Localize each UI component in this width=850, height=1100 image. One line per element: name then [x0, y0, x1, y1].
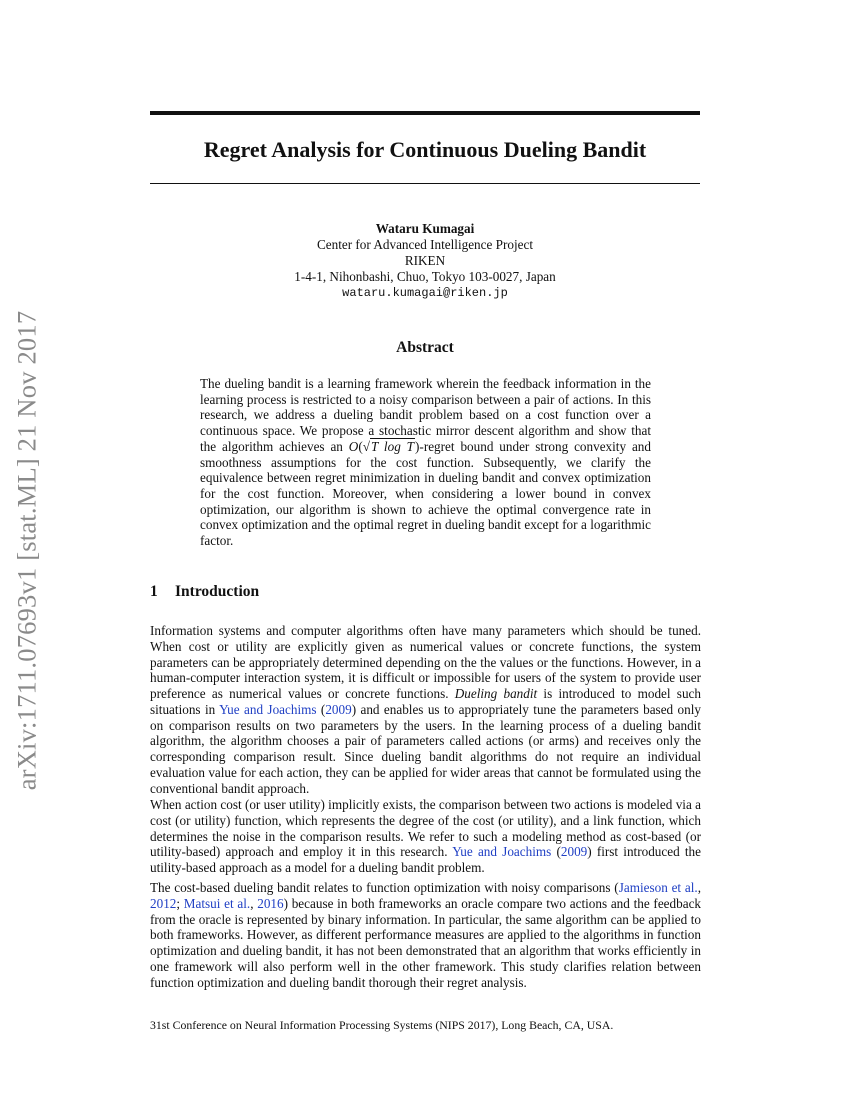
author-name: Wataru Kumagai — [375, 221, 475, 236]
paragraph-text: When action cost (or user utility) implicitly exists, the comparison between two actions is modeled via a cost (or utility) function, which represents the degree of the cost (or utility), and a link function, which determines the noise in the comparison results. We refer to such a modeling method as cost-based (or utility-based) approach and employ it in this research. — [150, 797, 701, 860]
abstract-text — [200, 376, 651, 549]
intro-paragraph-1 — [150, 623, 701, 796]
abstract-math-open: (√ — [358, 438, 370, 454]
citation-separator: ; — [176, 895, 184, 911]
title-top-rule — [150, 111, 700, 115]
arxiv-identifier-text: arXiv:1711.07693v1 [stat.ML] 21 Nov 2017 — [11, 310, 42, 790]
abstract-heading: Abstract — [396, 339, 454, 356]
paper-title: Regret Analysis for Continuous Dueling Bandit — [203, 137, 647, 162]
paragraph-text: The cost-based dueling bandit relates to function optimization with noisy comparisons ( — [150, 880, 619, 895]
citation-paren: ( — [316, 701, 326, 717]
citation-year-link[interactable]: 2016 — [257, 895, 284, 911]
citation-link[interactable]: Yue and Joachims — [219, 701, 317, 717]
author-affiliation: Center for Advanced Intelligence Project — [316, 237, 534, 252]
paragraph-text: is introduced to model such situations in — [150, 686, 701, 717]
citation-link[interactable]: Jamieson et al. — [618, 880, 698, 895]
emphasized-term: Dueling bandit — [454, 686, 538, 701]
section-number: 1 — [150, 583, 158, 600]
abstract-math-o: O — [348, 438, 359, 454]
title-bottom-rule — [150, 183, 700, 184]
paragraph-text: ) and enables us to appropriately tune the parameters based only on comparison results on two parameters by the users. In the learning process of a dueling bandit algorithm, the algorithm chooses a pair of parameters called actions (or arms) and receives only the corresponding comparison result. Since dueling bandit algorithms do not require an individual evaluation value for each action, they can be applied for wider areas that cannot be formulated using the conventional bandit approach. — [150, 701, 701, 796]
author-email[interactable]: wataru.kumagai@riken.jp — [342, 286, 508, 300]
section-title: Introduction — [175, 583, 260, 600]
author-block — [150, 221, 700, 301]
citation-link[interactable]: Matsui et al. — [183, 895, 251, 911]
author-institute: RIKEN — [404, 253, 446, 268]
intro-paragraph-2 — [150, 797, 701, 876]
citation-year-link[interactable]: 2012 — [150, 895, 177, 911]
citation-separator: , — [697, 880, 701, 895]
paragraph-text: ) first introduced the utility-based approach as a model for a dueling bandit problem. — [150, 844, 701, 875]
abstract-text-part: -regret bound under strong convexity and smoothness assumptions for the cost function. Subsequently, we clarify the equivalence between regret minimization in dueling bandit and convex optimization for the cost function. Moreover, when considering a lower bound in convex optimization, our algorithm is shown to achieve the optimal convergence rate in convex optimization and the optimal regret in dueling bandit except for a logarithmic factor. — [200, 438, 651, 549]
abstract-text-part: The dueling bandit is a learning framework wherein the feedback information in the learning process is restricted to a noisy comparison between a pair of actions. In this research, we address a dueling bandit problem based on a cost function over a continuous space. We propose a stochastic mirror descent algorithm and show that the algorithm achieves an — [200, 376, 651, 454]
abstract-math-sqrt: T log T — [370, 438, 415, 454]
citation-year-link[interactable]: 2009 — [325, 701, 352, 717]
author-address: 1-4-1, Nihonbashi, Chuo, Tokyo 103-0027, Japan — [294, 269, 556, 284]
paragraph-text: Information systems and computer algorithms often have many parameters which should be tuned. When cost or utility are explicitly given as numerical values or concrete functions, the system parameters can be appropriately determined depending on the the values or the functions. However, in a human-computer interaction system, it is difficult or impossible for users of the system to provide user preference as numerical values or concrete functions. — [150, 623, 701, 701]
arxiv-identifier-stamp — [2, 235, 52, 865]
conference-footnote: 31st Conference on Neural Information Processing Systems (NIPS 2017), Long Beach, CA, USA. — [150, 1018, 614, 1032]
abstract-math-close: ) — [415, 438, 420, 454]
section-heading-introduction — [150, 583, 700, 601]
citation-paren: ( — [551, 844, 561, 860]
citation-separator: , — [250, 895, 258, 911]
citation-link[interactable]: Yue and Joachims — [452, 844, 552, 860]
intro-paragraph-3 — [150, 880, 701, 990]
paragraph-text: ) because in both frameworks an oracle compare two actions and the feedback from the oracle is represented by binary information. In particular, the same algorithm can be applied to both frameworks. However, as different performance measures are applied to the algorithms in function optimization and dueling bandit, it has not been demonstrated that an algorithm that works efficiently in one framework will also perform well in the other framework. This study clarifies relation between function optimization and dueling bandit thorough their regret analysis. — [150, 895, 702, 990]
citation-year-link[interactable]: 2009 — [560, 844, 588, 860]
